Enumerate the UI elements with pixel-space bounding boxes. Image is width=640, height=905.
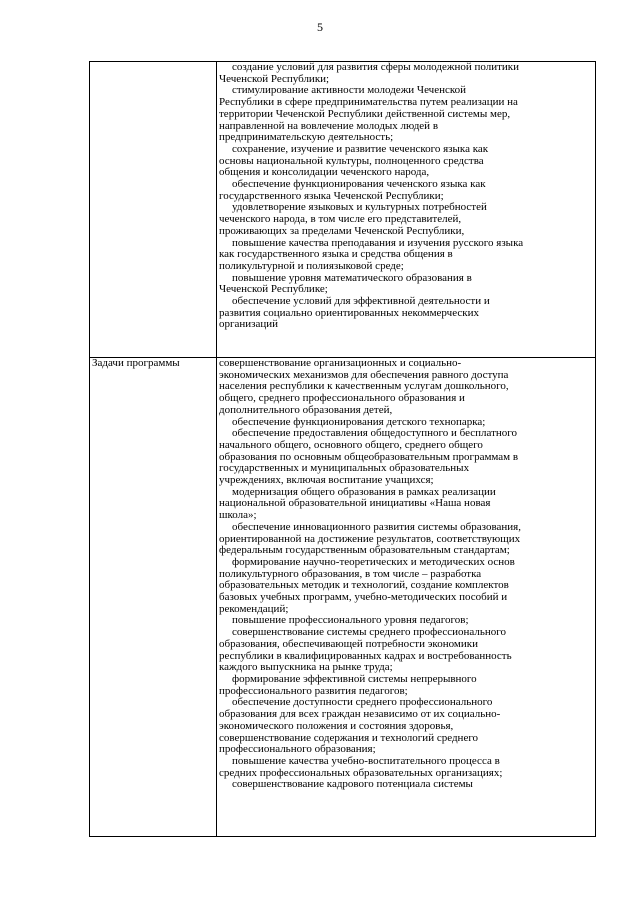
text-line: населения республики к качественным услугам дошкольного, [219, 380, 509, 393]
text-line: предпринимательскую деятельность; [219, 131, 394, 144]
text-line: повышение уровня математического образования в [232, 271, 472, 284]
text-line: базовых учебных программ, учебно-методических пособий и [219, 591, 508, 604]
text-line: обеспечение доступности среднего профессионального [232, 696, 493, 709]
text-line: повышение качества учебно-воспитательного процесса в [232, 754, 500, 767]
text-line: дополнительного образования детей, [219, 403, 393, 416]
text-line: средних профессиональных образовательных организациях; [219, 766, 503, 779]
text-line: формирование научно-теоретических и методических основ [232, 555, 515, 568]
text-line: совершенствование кадрового потенциала системы [232, 778, 473, 791]
table-row [90, 358, 596, 837]
text-line: государственного языка Чеченской Республики; [219, 189, 444, 202]
text-line: образовательных методик и технологий, создание комплектов [219, 579, 509, 592]
paragraph [219, 273, 593, 296]
text-line: рекомендаций; [219, 602, 289, 615]
text-line: повышение профессионального уровня педагогов; [232, 614, 469, 627]
text-line: государственных и муниципальных образовательных [219, 462, 470, 475]
text-line: общения и консолидации чеченского народа, [219, 166, 430, 179]
row-content [219, 358, 593, 791]
text-line: национальной образовательной инициативы «Наша новая [219, 497, 491, 510]
paragraph [219, 487, 593, 522]
text-line: как государственного языка и средства общения в [219, 248, 453, 261]
row-content-cell [217, 358, 596, 837]
paragraph [219, 144, 593, 179]
text-line: обеспечение условий для эффективной деятельности и [232, 295, 490, 308]
text-line: развития социально ориентированных некоммерческих [219, 306, 479, 319]
text-line: поликультурного образования, в том числе – разработка [219, 567, 482, 580]
text-line: образования по основным общеобразовательным программам в [219, 450, 519, 463]
text-line: образования, обеспечивающей потребности экономики [219, 637, 478, 650]
row-content [219, 62, 593, 331]
text-line: общего, среднего профессионального образования и [219, 392, 465, 405]
text-line: поликультурной и полиязыковой среде; [219, 259, 404, 272]
row-label-cell [90, 62, 217, 358]
text-line: начального общего, основного общего, среднего общего [219, 438, 483, 451]
paragraph [219, 358, 593, 417]
text-line: ориентированной на достижение результатов, соответствующих [219, 532, 521, 545]
page-number: 5 [317, 20, 323, 34]
text-line: проживающих за пределами Чеченской Республики, [219, 224, 465, 237]
text-line: республики в квалифицированных кадрах и востребованность [219, 649, 512, 662]
text-line: Чеченской Республике; [219, 283, 328, 296]
text-line: каждого выпускника на рынке труда; [219, 661, 393, 674]
text-line: удовлетворение языковых и культурных потребностей [232, 201, 487, 214]
text-line: экономического положения и состояния здоровья, [219, 719, 454, 732]
text-line: федеральным государственным образовательным стандартам; [219, 544, 510, 557]
text-line: обеспечение функционирования чеченского языка как [232, 178, 486, 191]
text-line: обеспечение инновационного развития системы образования, [232, 520, 521, 533]
text-line: обеспечение функционирования детского технопарка; [232, 415, 486, 428]
text-line: сохранение, изучение и развитие чеченского языка как [232, 142, 489, 155]
text-line: совершенствование содержания и технологий среднего [219, 731, 479, 744]
text-line: совершенствование организационных и социально- [219, 357, 462, 369]
text-line: основы национальной культуры, полноценного средства [219, 154, 484, 167]
text-line: обеспечение предоставления общедоступного и бесплатного [232, 427, 518, 440]
program-passport-table [89, 61, 596, 837]
text-line: организаций [219, 318, 279, 331]
text-line: направленной на вовлечение молодых людей в [219, 119, 439, 132]
paragraph [219, 522, 593, 557]
text-line: Чеченской Республики; [219, 72, 330, 85]
row-content-cell [217, 62, 596, 358]
text-line: экономических механизмов для обеспечения равного доступа [219, 368, 509, 381]
paragraph [219, 179, 593, 202]
text-line: школа»; [219, 509, 257, 522]
paragraph [219, 779, 593, 791]
paragraph [219, 428, 593, 487]
paragraph [219, 627, 593, 674]
text-line: территории Чеченской Республики действенной системы мер, [219, 107, 511, 120]
paragraph [219, 238, 593, 273]
text-line: совершенствование системы среднего профессионального [232, 626, 507, 639]
paragraph [219, 557, 593, 616]
paragraph [219, 296, 593, 331]
text-line: профессионального образования; [219, 743, 376, 756]
paragraph [219, 85, 593, 144]
text-line: чеченского народа, в том числе его представителей, [219, 213, 462, 226]
paragraph [219, 756, 593, 779]
text-line: учреждениях, включая воспитание учащихся; [219, 474, 434, 487]
text-line: создание условий для развития сферы молодежной политики [232, 61, 520, 73]
paragraph [219, 697, 593, 756]
text-line: профессионального развития педагогов; [219, 684, 408, 697]
row-label: Задачи программы [92, 357, 180, 369]
text-line: стимулирование активности молодежи Чеченской [232, 84, 467, 97]
text-line: повышение качества преподавания и изучения русского языка [232, 236, 524, 249]
text-line: модернизация общего образования в рамках реализации [232, 485, 496, 498]
paragraph [219, 202, 593, 237]
text-line: Республики в сфере предпринимательства путем реализации на [219, 96, 518, 109]
text-line: образования для всех граждан независимо от их социально- [219, 708, 501, 721]
text-line: формирование эффективной системы непрерывного [232, 672, 477, 685]
paragraph [219, 62, 593, 85]
table-row [90, 62, 596, 358]
row-label-cell [90, 358, 217, 837]
paragraph [219, 674, 593, 697]
